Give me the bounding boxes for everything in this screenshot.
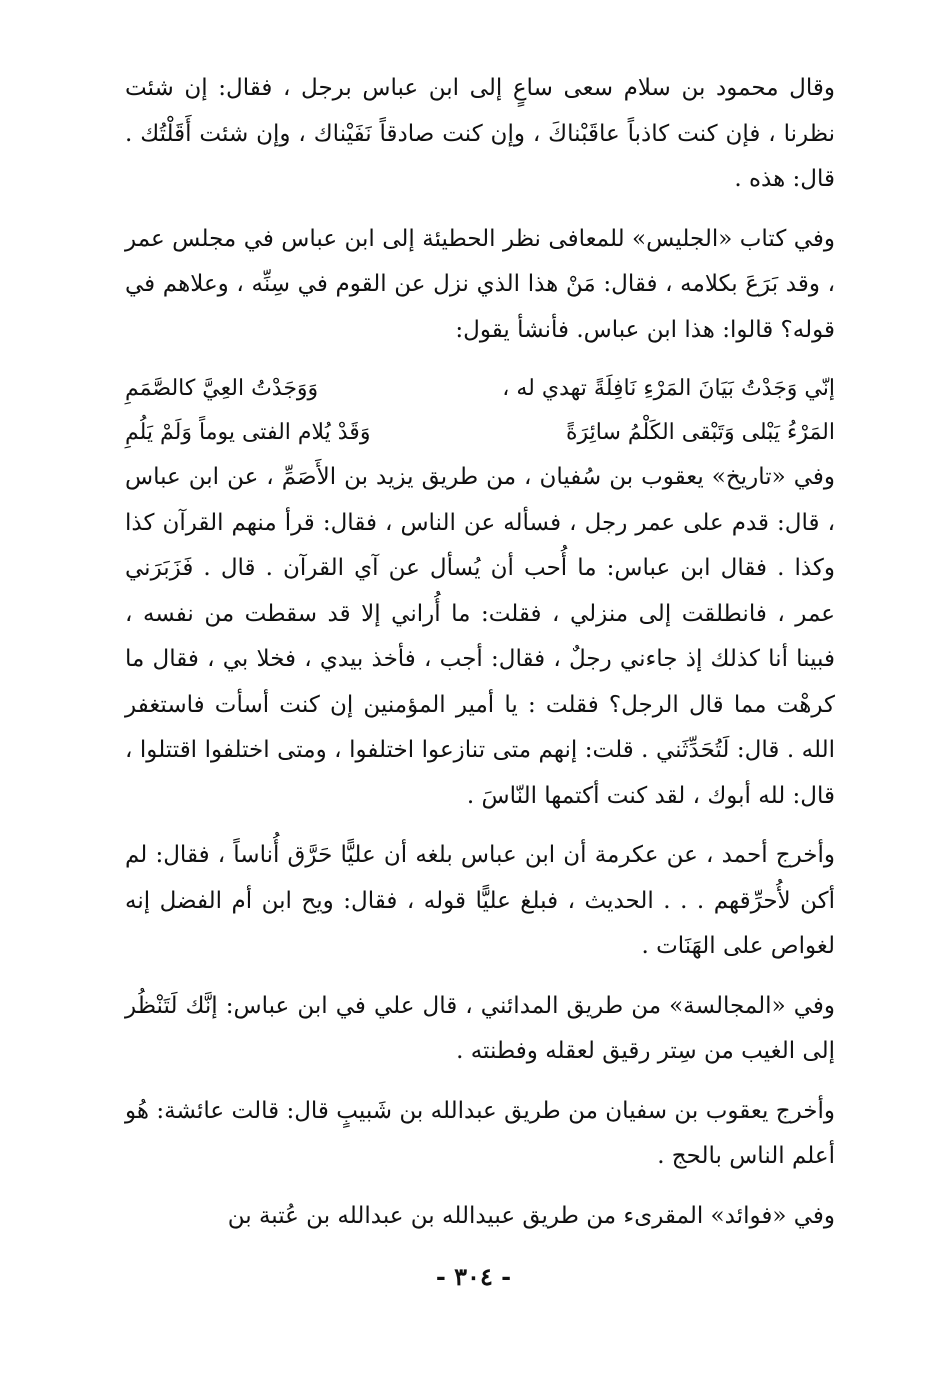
verse-line-1 [125,367,835,411]
page-body [125,66,835,1239]
verse-line-1-first-hemistich: إنّي وَجَدْتُ بَيَانَ المَرْءِ نَافِلَةً تهدي له ، [502,376,835,401]
paragraph-6: وأخرج يعقوب بن سفيان من طريق عبدالله بن شَبيبٍ قال: قالت عائشة: هُو أعلم الناس بالحج . [125,1097,835,1169]
paragraph-5: وفي «المجالسة» من طريق المدائني ، قال علي في ابن عباس: إنَّك لَتَنْظُر إلى الغيب من سِتر رقيق لعقله وفطنته . [125,992,835,1064]
verse-line-2-first-hemistich: المَرْءُ يَبْلى وَتَبْقى الكَلْمُ سائِرَةً [565,420,835,445]
page-number: - ٣٠٤ - [435,1262,512,1291]
paragraph-3: وفي «تاريخ» يعقوب بن سُفيان ، من طريق يزيد بن الأَصَمِّ ، عن ابن عباس ، قال: قدم على عمر رجل ، فسأله عن الناس ، فقال: قرأ منهم القرآن كذا وكذا . فقال ابن عباس: ما أُحب أن يُسأل عن آي القرآن . قال . فَزَبَرَني عمر ، فانطلقت إلى منزلي ، فقلت: ما أُراني إلا قد سقطت من نفسه ، فبينا أنا كذلك إذ جاءني رجلٌ ، فقال: أجب ، فأخذ بيدي ، فخلا بي ، فقال ما كرهْت مما قال الرجل؟ فقلت : يا أمير المؤمنين إن كنت أسأت فاستغفر الله . قال: لَتُحَدِّثَني . قلت: إنهم متى تنازعوا اختلفوا ، ومتى اختلفوا اقتتلوا ، قال: لله أبوك ، لقد كنت أكتمها النّاسَ . [125,464,835,809]
verse-line-1-second-hemistich: وَوَجَدْتُ العِيَّ كالصَّمَمِ [125,376,319,401]
paragraph-1: وقال محمود بن سلام سعى ساعٍ إلى ابن عباس برجل ، فقال: إن شئت نظرنا ، فإن كنت كاذباً عاقَبْناكَ ، وإن كنت صادقاً نَفَيْناك ، وإن شئت أَقَلْتُك . قال: هذه . [125,75,835,192]
paragraph-4: وأخرج أحمد ، عن عكرمة أن ابن عباس بلغه أن عليًّا حَرَّق أُناساً ، فقال: لم أكن لأُحرِّقهم . . . الحديث ، فبلغ عليًّا قوله ، فقال: ويح ابن أم الفضل إنه لغواص على الهَنَات . [125,842,835,959]
verse-line-2 [125,411,835,455]
paragraph-7: وفي «فوائد» المقرىء من طريق عبيدالله بن عبدالله بن عُتبة بن [227,1202,835,1229]
verse-line-2-second-hemistich: وَقَدْ يُلام الفتى يوماً وَلَمْ يَلُمِ [125,420,371,445]
paragraph-2: وفي كتاب «الجليس» للمعافى نظر الحطيئة إلى ابن عباس في مجلس عمر ، وقد بَرَعَ بكلامه ، فقال: مَنْ هذا الذي نزل عن القوم في سِنِّه ، وعلاهم في قوله؟ قالوا: هذا ابن عباس. فأنشأ يقول: [125,225,835,343]
